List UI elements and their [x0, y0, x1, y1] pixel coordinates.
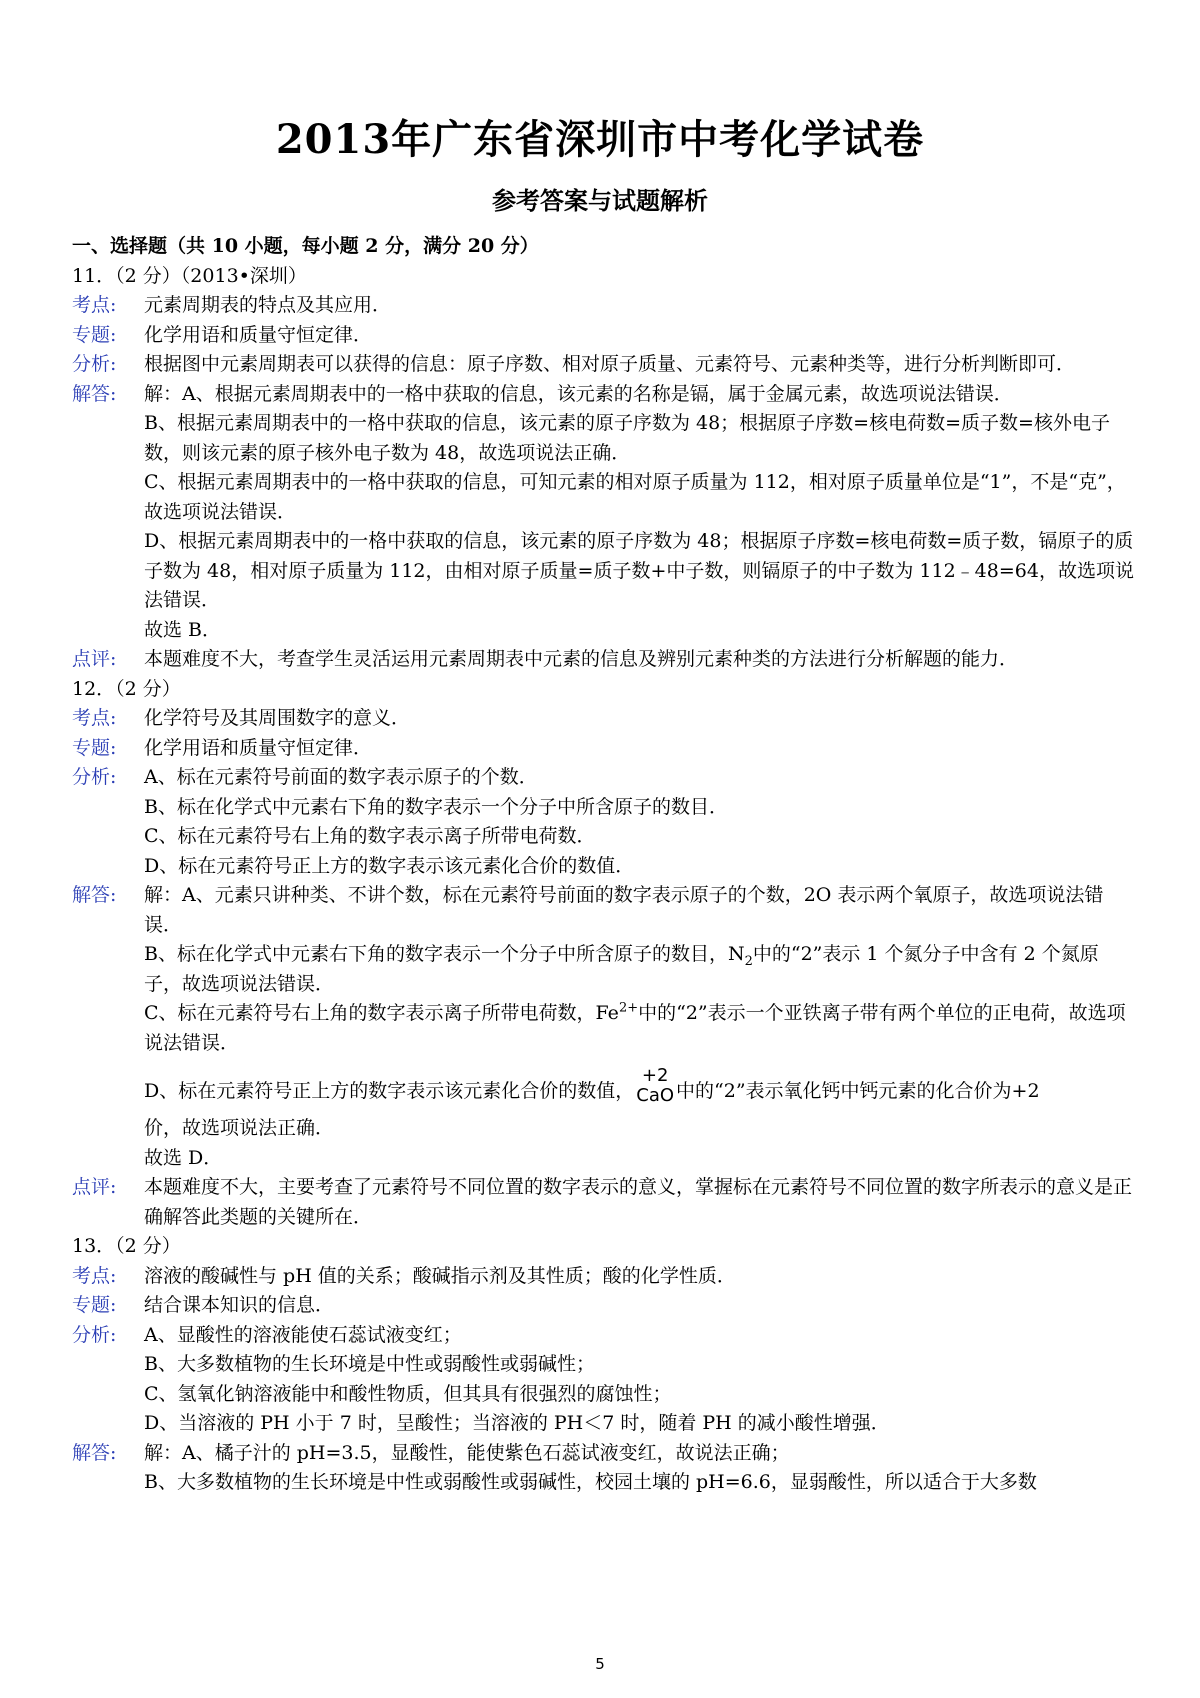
- q12-jieda-body: [144, 881, 1136, 1173]
- kaodian-label: 考点:: [72, 294, 117, 316]
- page-number: 5: [595, 1655, 605, 1673]
- fenxi-label: 分析:: [72, 353, 117, 375]
- q11-zhuanti-text: 化学用语和质量守恒定律．: [144, 323, 373, 346]
- q11-kaodian-row: [72, 291, 1136, 321]
- q13-jieda-row: [72, 1439, 1136, 1498]
- jieda-label: 解答:: [72, 382, 117, 405]
- jieda-label: 解答:: [72, 884, 117, 906]
- question-11-header: 11．（2 分）（2013•深圳）: [72, 264, 307, 287]
- q13-kaodian-row: [72, 1262, 1136, 1292]
- q12-fenxi-c: C、标在元素符号右上角的数字表示离子所带电荷数．: [144, 825, 596, 847]
- q13-kaodian-text: 溶液的酸碱性与 pH 值的关系；酸碱指示剂及其性质；酸的化学性质．: [144, 1264, 736, 1287]
- zhuanti-label: 专题:: [72, 1294, 117, 1316]
- kaodian-label: 考点:: [72, 707, 117, 729]
- page-title: 2013年广东省深圳市中考化学试卷: [275, 116, 925, 163]
- q13-jieda-b: B、大多数植物的生长环境是中性或弱酸性或弱碱性，校园土壤的 pH=6.6，显弱酸性，所以适合于大多数: [144, 1471, 1037, 1493]
- n2-subscript: 2: [744, 953, 753, 969]
- q13-fenxi-a: A、显酸性的溶液能使石蕊试液变红；: [144, 1323, 462, 1346]
- q12-jieda-d-part2: 中的“2”表示氧化钙中钙元素的化合价为+2: [676, 1079, 1040, 1102]
- q12-zhuanti-row: [72, 734, 1136, 764]
- q12-fenxi-row: [72, 763, 1136, 881]
- q11-jieda-c: C、根据元素周期表中的一格中获取的信息，可知元素的相对原子质量为 112，相对原子质量单位是“1”，不是“克”，故选项说法错误．: [144, 471, 1126, 523]
- q12-jieda-d-part1: D、标在元素符号正上方的数字表示该元素化合价的数值，: [144, 1079, 635, 1102]
- q13-fenxi-row: [72, 1321, 1136, 1439]
- cao-valence-mark: +2: [641, 1065, 669, 1086]
- q11-kaodian-text: 元素周期表的特点及其应用．: [144, 294, 392, 316]
- fenxi-label: 分析:: [72, 1323, 117, 1346]
- q11-jieda-d: D、根据元素周期表中的一格中获取的信息，该元素的原子序数为 48；根据原子序数=核电荷数=质子数，镉原子的质子数为 48，相对原子质量为 112，由相对原子质量=质子数+中子数，则镉原子的中子数为 112﹣48=64，故选项说法错误．: [144, 530, 1134, 611]
- q12-dianping-row: [72, 1173, 1136, 1232]
- q11-dianping-text: 本题难度不大，考查学生灵活运用元素周期表中元素的信息及辨别元素种类的方法进行分析解题的能力．: [144, 648, 1019, 670]
- q13-fenxi-c: C、氢氧化钠溶液能中和酸性物质，但其具有很强烈的腐蚀性；: [144, 1382, 672, 1405]
- page-subtitle: 参考答案与试题解析: [492, 186, 708, 215]
- q11-jieda-row: [72, 380, 1136, 646]
- q12-jieda-end: 故选 D．: [144, 1146, 223, 1169]
- q11-fenxi-row: [72, 350, 1136, 380]
- q12-jieda-d-cont: 价，故选项说法正确．: [144, 1117, 335, 1139]
- dianping-label: 点评:: [72, 648, 117, 670]
- document-content: [72, 232, 1136, 1498]
- q12-jieda-a: 解：A、元素只讲种类、不讲个数，标在元素符号前面的数字表示原子的个数，2O 表示两个氧原子，故选项说法错误．: [144, 884, 1104, 936]
- q12-fenxi-b: B、标在化学式中元素右下角的数字表示一个分子中所含原子的数目．: [144, 795, 728, 818]
- q11-jieda-b: B、根据元素周期表中的一格中获取的信息，该元素的原子序数为 48；根据原子序数=核电荷数=质子数=核外电子数，则该元素的原子核外电子数为 48，故选项说法正确．: [144, 412, 1110, 464]
- q11-jieda-end: 故选 B．: [144, 618, 222, 641]
- q13-jieda-body: [144, 1439, 1136, 1498]
- fenxi-label: 分析:: [72, 766, 117, 788]
- q12-jieda-b-part2: 中的“2”表示 1 个氮分子中含有 2 个氮原子，故选项说法错误．: [144, 943, 1099, 995]
- q12-jieda-d: [144, 1066, 1136, 1106]
- q13-zhuanti-text: 结合课本知识的信息．: [144, 1294, 335, 1316]
- q13-zhuanti-row: [72, 1291, 1136, 1321]
- q13-fenxi-b: B、大多数植物的生长环境是中性或弱酸性或弱碱性；: [144, 1353, 595, 1375]
- zhuanti-label: 专题:: [72, 736, 117, 759]
- q11-zhuanti-row: [72, 321, 1136, 351]
- question-13-header: 13．（2 分）: [72, 1235, 181, 1257]
- q12-fenxi-a: A、标在元素符号前面的数字表示原子的个数．: [144, 766, 538, 788]
- cao-valence-formula: [636, 1066, 674, 1106]
- q12-fenxi-d: D、标在元素符号正上方的数字表示该元素化合价的数值．: [144, 854, 635, 877]
- q13-fenxi-d: D、当溶液的 PH 小于 7 时，呈酸性；当溶液的 PH＜7 时，随着 PH 的减小酸性增强．: [144, 1412, 890, 1434]
- q12-jieda-b: [144, 940, 1136, 999]
- q11-dianping-row: [72, 645, 1136, 675]
- q12-kaodian-row: [72, 704, 1136, 734]
- zhuanti-label: 专题:: [72, 323, 117, 346]
- q12-jieda-c-part1: C、标在元素符号右上角的数字表示离子所带电荷数，Fe: [144, 1002, 619, 1024]
- kaodian-label: 考点:: [72, 1264, 117, 1287]
- q11-jieda-a: 解：A、根据元素周期表中的一格中获取的信息，该元素的名称是镉，属于金属元素，故选项说法错误．: [144, 382, 1013, 405]
- q13-jieda-a: 解：A、橘子汁的 pH=3.5，显酸性，能使紫色石蕊试液变红，故说法正确；: [144, 1441, 790, 1464]
- q12-dianping-text: 本题难度不大，主要考查了元素符号不同位置的数字表示的意义，掌握标在元素符号不同位置的数字所表示的意义是正确解答此类题的关键所在．: [144, 1176, 1133, 1228]
- q11-jieda-body: [144, 380, 1136, 646]
- q12-jieda-b-part1: B、标在化学式中元素右下角的数字表示一个分子中所含原子的数目，N: [144, 943, 745, 965]
- jieda-label: 解答:: [72, 1441, 117, 1464]
- q12-fenxi-body: [144, 763, 1136, 881]
- section-heading: 一、选择题（共 10 小题，每小题 2 分，满分 20 分）: [72, 235, 539, 257]
- q12-zhuanti-text: 化学用语和质量守恒定律．: [144, 736, 373, 759]
- dianping-label: 点评:: [72, 1176, 117, 1198]
- q13-fenxi-body: [144, 1321, 1136, 1439]
- q12-kaodian-text: 化学符号及其周围数字的意义．: [144, 707, 411, 729]
- q12-jieda-c: [144, 999, 1136, 1058]
- fe-superscript: 2+: [618, 1000, 639, 1016]
- q12-jieda-row: [72, 881, 1136, 1173]
- q11-fenxi-text: 根据图中元素周期表可以获得的信息：原子序数、相对原子质量、元素符号、元素种类等，进行分析判断即可．: [144, 353, 1076, 375]
- question-12-header: 12．（2 分）: [72, 677, 181, 700]
- cao-formula: CaO: [636, 1085, 675, 1106]
- q12-jieda-c-part2: 中的“2”表示一个亚铁离子带有两个单位的正电荷，故选项说法错误．: [144, 1002, 1126, 1054]
